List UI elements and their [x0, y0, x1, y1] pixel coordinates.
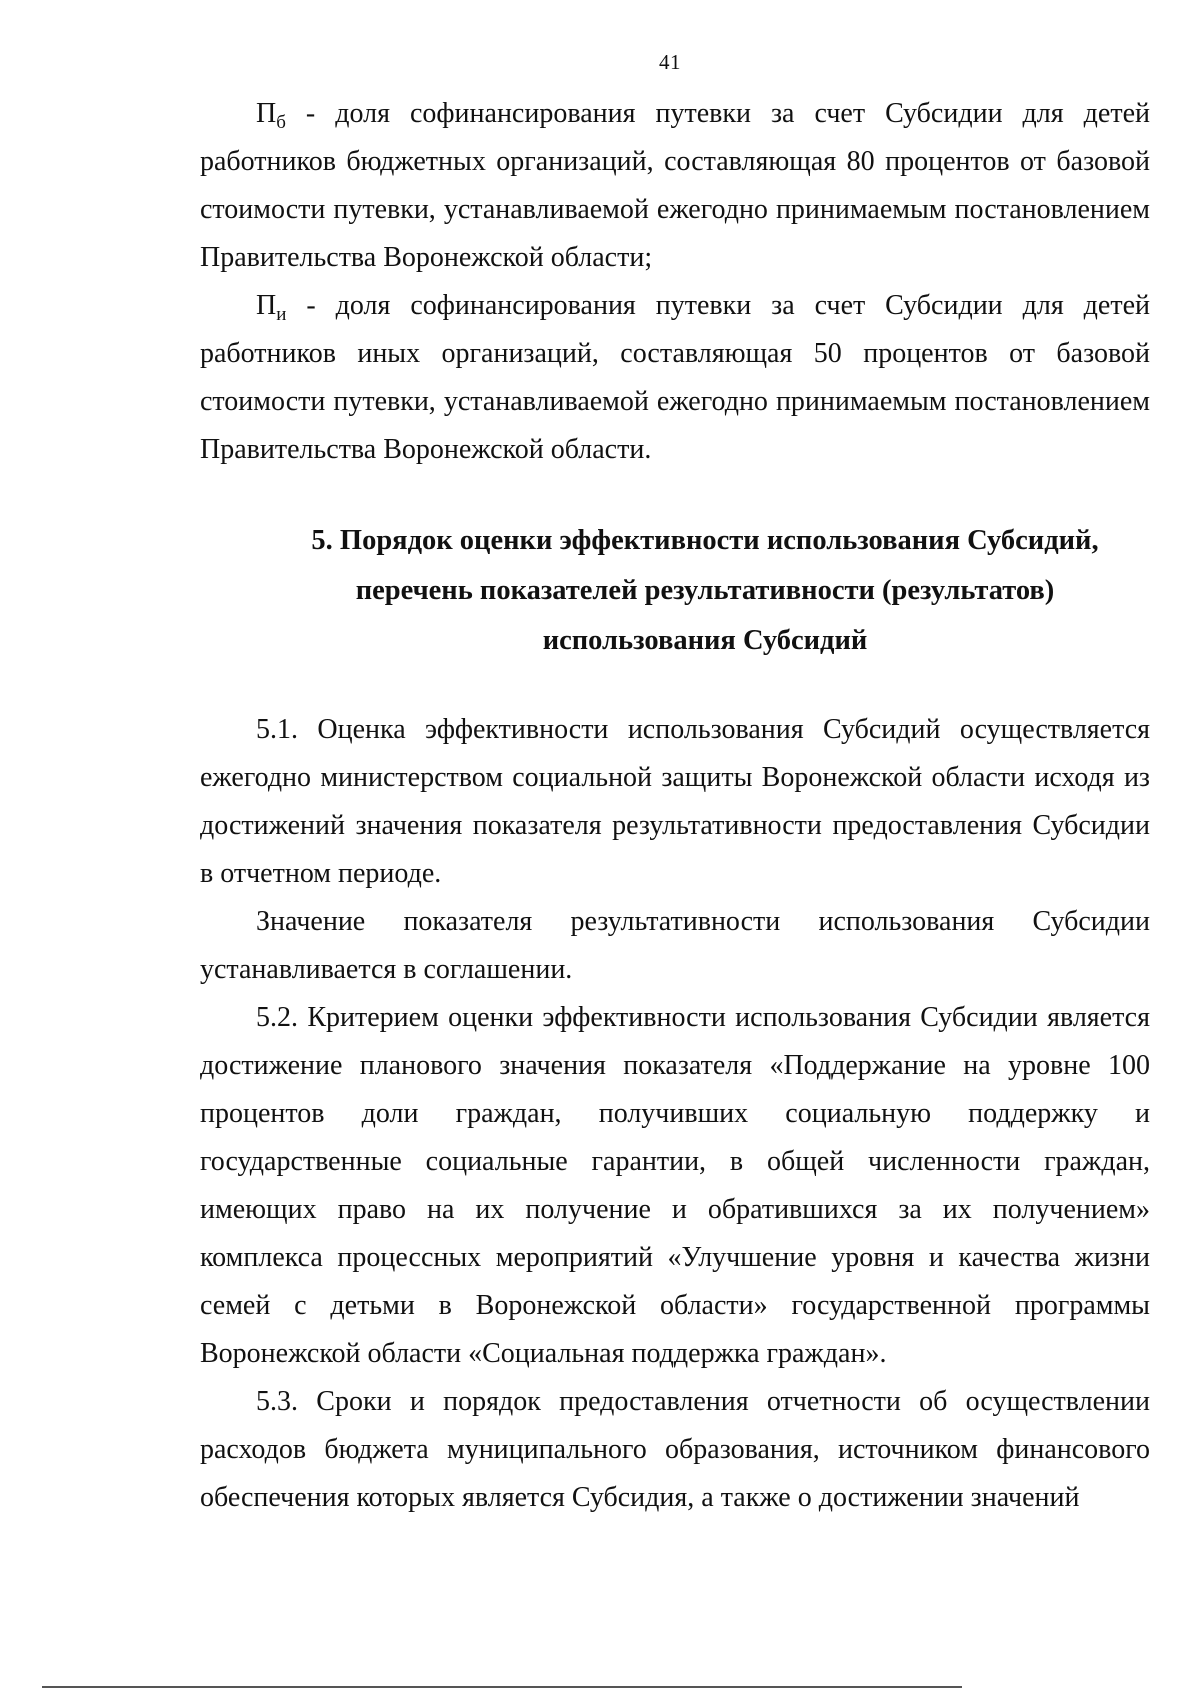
- paragraph-5-2: 5.2. Критерием оценки эффективности использования Субсидии является достижение планового значения показателя «Поддержание на уровне 100 процентов доли граждан, получивших социальную поддержку и государственные социальные гарантии, в общей численности граждан, имеющих право на их получение и обратившихся за их получением» комплекса процессных мероприятий «Улучшение уровня и качества жизни семей с детьми в Воронежской области» государственной программы Воронежской области «Социальная поддержка граждан».: [200, 1002, 1150, 1369]
- section-heading-line: использования Субсидий: [542, 625, 868, 656]
- section-heading-line: 5. Порядок оценки эффективности использования Субсидий,: [311, 525, 1099, 556]
- symbol-subscript: б: [276, 112, 286, 133]
- section-heading: [200, 516, 1150, 666]
- definition-text: - доля софинансирования путевки за счет Субсидии для детей работников бюджетных организаций, составляющая 80 процентов от базовой стоимости путевки, устанавливаемой ежегодно принимаемым постановлением Правительства Воронежской области;: [200, 98, 1150, 273]
- bottom-scan-rule: [42, 1686, 962, 1688]
- paragraph-indicator-value: Значение показателя результативности использования Субсидии устанавливается в соглашении.: [200, 906, 1150, 985]
- paragraph-5-3: 5.3. Сроки и порядок предоставления отчетности об осуществлении расходов бюджета муниципального образования, источником финансового обеспечения которых является Субсидия, а также о достижении значений: [200, 1386, 1150, 1513]
- symbol-p: П: [256, 290, 277, 321]
- paragraph-5-1: 5.1. Оценка эффективности использования Субсидий осуществляется ежегодно министерством социальной защиты Воронежской области исходя из достижений значения показателя результативности предоставления Субсидии в отчетном периоде.: [200, 714, 1150, 889]
- symbol-subscript: и: [276, 304, 287, 325]
- symbol-p: П: [256, 98, 277, 129]
- definition-text: - доля софинансирования путевки за счет Субсидии для детей работников иных организаций, составляющая 50 процентов от базовой стоимости путевки, устанавливаемой ежегодно принимаемым постановлением Правительства Воронежской области.: [200, 290, 1150, 465]
- section-heading-line: перечень показателей результативности (результатов): [355, 575, 1055, 606]
- page-number: 41: [659, 50, 681, 74]
- definition-paragraph-pi: [200, 282, 1150, 474]
- document-body: [200, 90, 1150, 1522]
- definition-paragraph-pb: [200, 90, 1150, 282]
